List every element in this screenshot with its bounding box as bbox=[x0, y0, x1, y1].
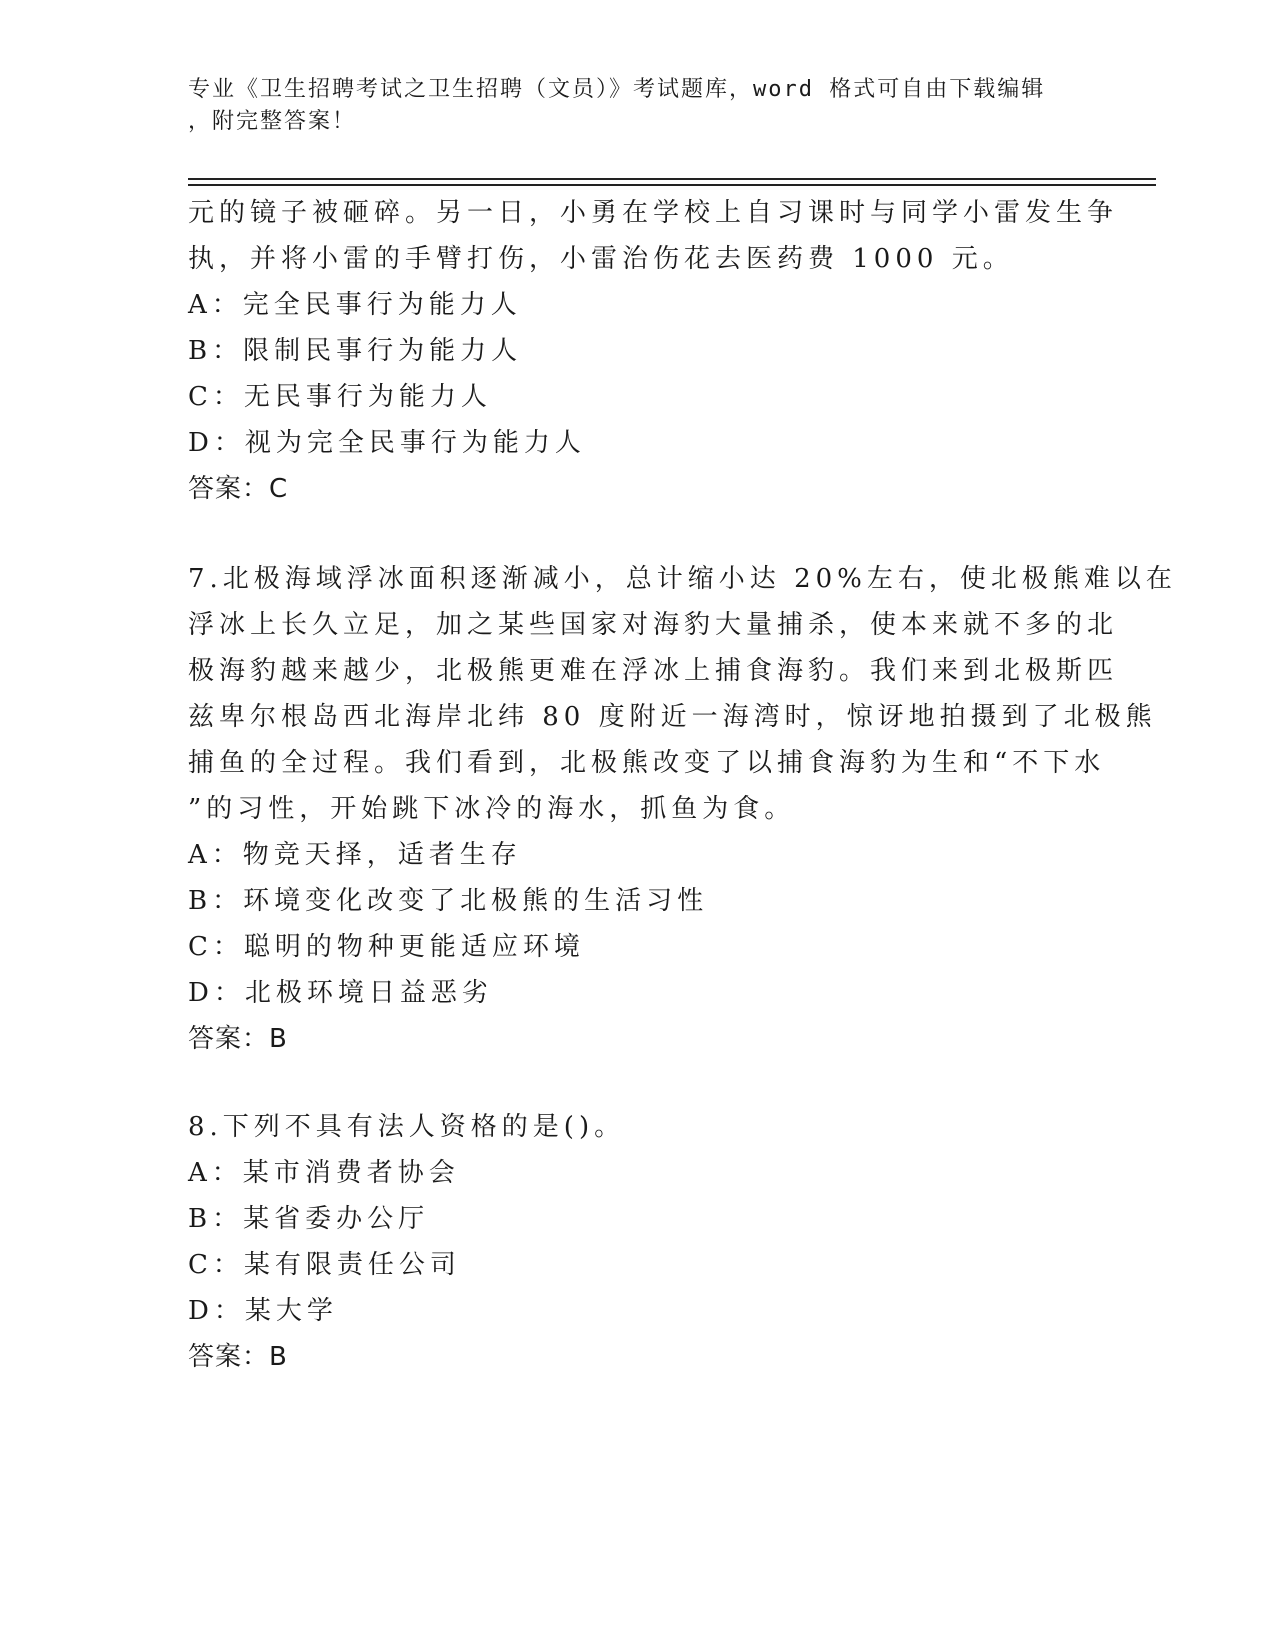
option-d: D：视为完全民事行为能力人 bbox=[188, 428, 586, 458]
question-text-line: 7.北极海域浮冰面积逐渐减小，总计缩小达 20%左右，使北极熊难以在 bbox=[188, 564, 1177, 594]
spacer bbox=[188, 512, 1088, 556]
option-c: C：聪明的物种更能适应环境 bbox=[188, 932, 585, 962]
question-8 bbox=[188, 1104, 1088, 1380]
question-text-line: 元的镜子被砸碎。另一日，小勇在学校上自习课时与同学小雷发生争 bbox=[188, 198, 1119, 228]
option-d: D：北极环境日益恶劣 bbox=[188, 978, 493, 1008]
question-6-continuation bbox=[188, 190, 1119, 512]
header-divider-top bbox=[188, 178, 1156, 180]
spacer bbox=[188, 1062, 1088, 1104]
document-header bbox=[188, 74, 1088, 138]
option-a: A：某市消费者协会 bbox=[188, 1158, 460, 1188]
header-line-1: 专业《卫生招聘考试之卫生招聘（文员）》考试题库，word 格式可自由下载编辑 bbox=[188, 77, 1046, 102]
option-c: C：某有限责任公司 bbox=[188, 1250, 461, 1280]
answer: 答案：B bbox=[188, 1342, 288, 1372]
option-b: B：环境变化改变了北极熊的生活习性 bbox=[188, 886, 709, 916]
question-text-line: 8.下列不具有法人资格的是()。 bbox=[188, 1112, 626, 1142]
question-text-line: 捕鱼的全过程。我们看到，北极熊改变了以捕食海豹为生和“不下水 bbox=[188, 748, 1106, 778]
option-d: D：某大学 bbox=[188, 1296, 338, 1326]
option-c: C：无民事行为能力人 bbox=[188, 382, 492, 412]
question-7 bbox=[188, 556, 1177, 1062]
question-text-line: 执，并将小雷的手臂打伤，小雷治伤花去医药费 1000 元。 bbox=[188, 244, 1014, 274]
option-a: A：物竞天择，适者生存 bbox=[188, 840, 522, 870]
question-text-line: 浮冰上长久立足，加之某些国家对海豹大量捕杀，使本来就不多的北 bbox=[188, 610, 1119, 640]
header-line-2: ，附完整答案！ bbox=[188, 109, 357, 134]
question-text-line: ”的习性，开始跳下冰冷的海水，抓鱼为食。 bbox=[188, 794, 796, 824]
document-body bbox=[188, 190, 1177, 1380]
question-text-line: 兹卑尔根岛西北海岸北纬 80 度附近一海湾时，惊讶地拍摄到了北极熊 bbox=[188, 702, 1157, 732]
answer: 答案：C bbox=[188, 474, 289, 504]
header-divider-bottom bbox=[188, 184, 1156, 186]
answer: 答案：B bbox=[188, 1024, 288, 1054]
option-b: B：某省委办公厅 bbox=[188, 1204, 430, 1234]
option-a: A：完全民事行为能力人 bbox=[188, 290, 522, 320]
question-text-line: 极海豹越来越少，北极熊更难在浮冰上捕食海豹。我们来到北极斯匹 bbox=[188, 656, 1119, 686]
option-b: B：限制民事行为能力人 bbox=[188, 336, 523, 366]
